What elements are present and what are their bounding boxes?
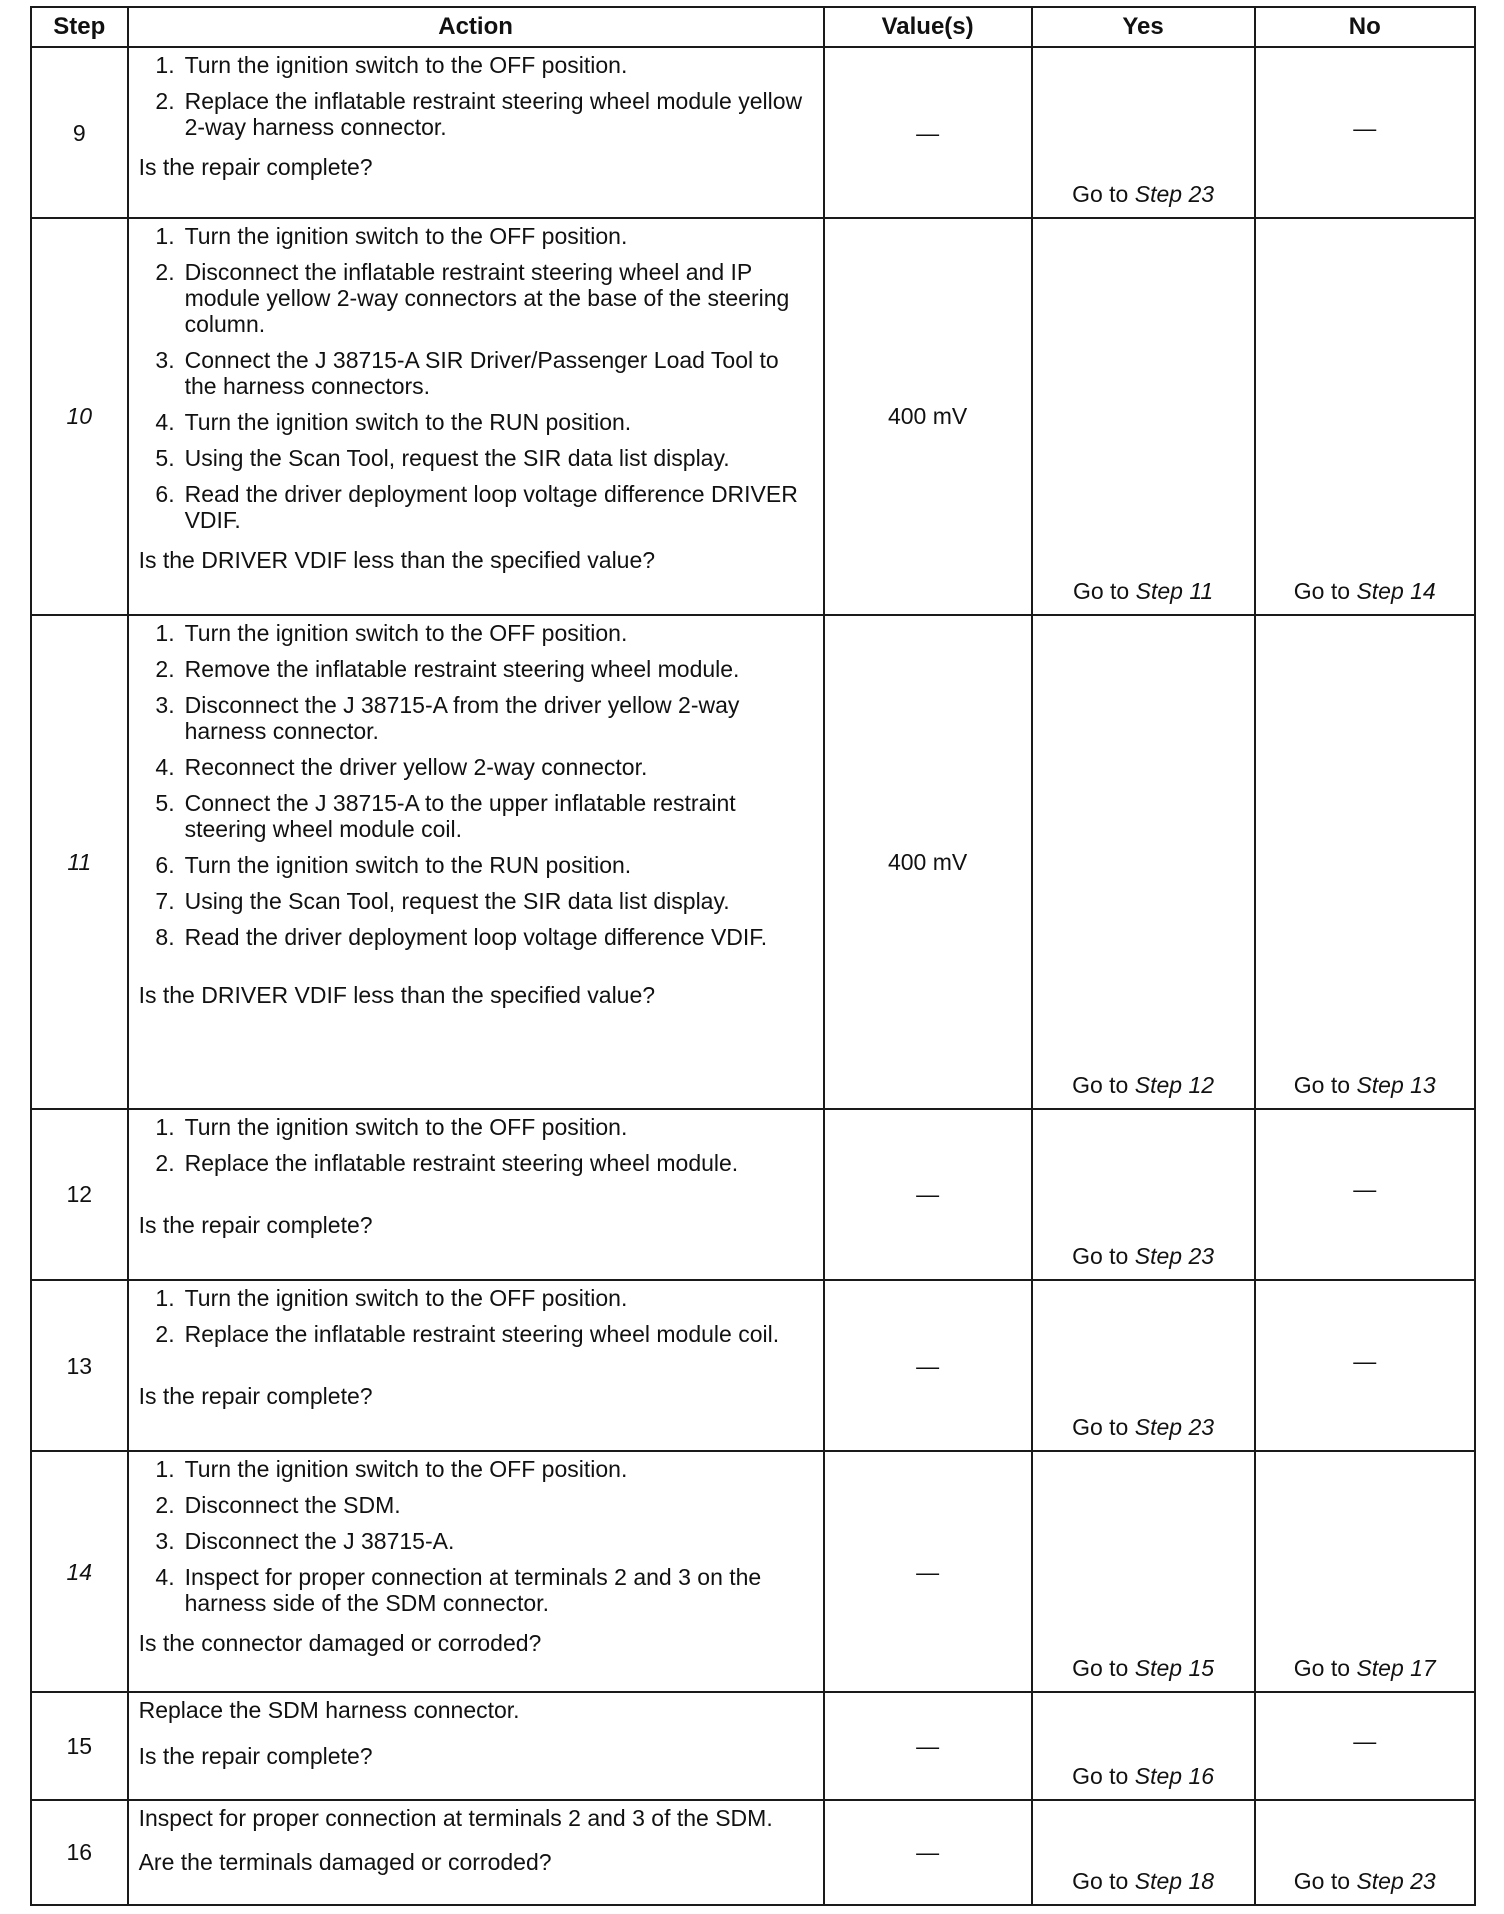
- yes-prefix: Go to: [1072, 1655, 1129, 1682]
- action-question: Is the repair complete?: [138, 1743, 373, 1770]
- action-item-text: Turn the ignition switch to the OFF position.: [184, 619, 628, 646]
- no-goto: [1294, 578, 1436, 604]
- yes-target: Step 11: [1135, 577, 1214, 604]
- yes-cell: [1032, 1692, 1255, 1800]
- yes-goto: [1072, 1072, 1214, 1098]
- action-item: [139, 620, 815, 646]
- action-item: [139, 347, 815, 399]
- action-item-number: 2.: [155, 655, 175, 682]
- spacer: [139, 1723, 815, 1739]
- action-item: [139, 223, 815, 249]
- yes-prefix: Go to: [1072, 1762, 1129, 1789]
- table-row: [31, 1451, 1475, 1692]
- value-cell: 400 mV: [824, 615, 1032, 1109]
- no-dash: —: [1353, 1176, 1377, 1203]
- value-cell: —: [824, 1800, 1032, 1905]
- action-item-text: Turn the ignition switch to the OFF position.: [184, 1284, 628, 1311]
- action-item: [139, 1285, 815, 1311]
- no-target: Step 14: [1356, 577, 1436, 604]
- action-item-text: Remove the inflatable restraint steering wheel module.: [184, 655, 740, 682]
- no-dash: —: [1353, 1347, 1377, 1374]
- action-question: Is the DRIVER VDIF less than the specified value?: [138, 981, 656, 1008]
- diagnostic-table: [30, 6, 1476, 1906]
- yes-goto: [1072, 1243, 1214, 1269]
- yes-cell: [1032, 1109, 1255, 1280]
- action-content: [138, 1456, 815, 1657]
- action-content: [139, 620, 815, 1008]
- yes-target: Step 18: [1134, 1868, 1215, 1894]
- yes-prefix: Go to: [1072, 181, 1129, 208]
- action-item-text: Reconnect the driver yellow 2-way connector.: [184, 753, 648, 780]
- value-cell: —: [824, 1109, 1032, 1280]
- action-question: Is the repair complete?: [138, 1382, 373, 1409]
- action-content: [139, 1285, 815, 1409]
- action-item: [139, 259, 815, 337]
- action-item-text: Replace the inflatable restraint steering wheel module coil.: [184, 1320, 780, 1347]
- action-item-text: Using the Scan Tool, request the SIR data list display.: [184, 445, 730, 472]
- no-target: Step 17: [1356, 1655, 1436, 1682]
- action-content: [138, 223, 815, 574]
- action-item-number: 2.: [155, 1320, 175, 1347]
- action-instruction: Replace the SDM harness connector.: [138, 1697, 520, 1724]
- spacer: [139, 960, 815, 978]
- no-dash: —: [1353, 114, 1377, 141]
- action-list: [139, 1285, 815, 1357]
- step-number: 12: [31, 1109, 128, 1280]
- yes-cell: [1032, 218, 1255, 614]
- header-yes: Yes: [1032, 7, 1255, 47]
- step-number: 14: [31, 1451, 128, 1692]
- step-number: 16: [31, 1800, 128, 1905]
- no-goto: [1294, 1072, 1436, 1098]
- action-item: [139, 790, 815, 842]
- yes-goto: [1072, 1763, 1214, 1789]
- action-item-text: Inspect for proper connection at terminals 2 and 3 on the harness side of the SDM connector.: [184, 1564, 762, 1617]
- action-item-text: Replace the inflatable restraint steering wheel module yellow 2-way harness connector.: [184, 88, 803, 140]
- yes-goto: [1072, 1655, 1214, 1681]
- action-item-text: Replace the inflatable restraint steering wheel module.: [184, 1149, 739, 1176]
- action-item-text: Disconnect the inflatable restraint steering wheel and IP module yellow 2-way connectors at the base of the steering column.: [184, 259, 790, 338]
- step-number: 9: [31, 47, 128, 218]
- yes-target: Step 16: [1134, 1762, 1215, 1789]
- action-item-text: Turn the ignition switch to the OFF position.: [184, 52, 628, 78]
- action-item-text: Disconnect the J 38715-A.: [184, 1528, 455, 1555]
- action-item-text: Turn the ignition switch to the OFF position.: [184, 1113, 628, 1140]
- action-item: [139, 1150, 815, 1176]
- action-content: [139, 1114, 815, 1238]
- action-question: Is the repair complete?: [138, 154, 373, 180]
- yes-cell: [1032, 47, 1255, 218]
- action-item-number: 5.: [155, 445, 175, 472]
- no-cell: [1255, 615, 1475, 1109]
- no-prefix: Go to: [1293, 1071, 1351, 1098]
- no-cell: [1255, 218, 1475, 614]
- value-cell: —: [824, 1692, 1032, 1800]
- action-item-number: 1.: [155, 223, 175, 250]
- action-item-number: 2.: [155, 1149, 175, 1176]
- action-item-number: 6.: [155, 851, 175, 878]
- action-item-text: Read the driver deployment loop voltage difference VDIF.: [184, 923, 768, 950]
- action-item: [139, 888, 815, 914]
- table-body: [31, 47, 1475, 1905]
- yes-target: Step 23: [1134, 181, 1215, 208]
- yes-goto: [1073, 578, 1213, 604]
- yes-target: Step 23: [1134, 1414, 1215, 1441]
- action-item-text: Connect the J 38715-A to the upper inflatable restraint steering wheel module coil.: [184, 789, 736, 842]
- table-row: [31, 1692, 1475, 1800]
- action-item: [139, 1528, 815, 1554]
- no-cell: [1255, 1692, 1475, 1800]
- table-row: [31, 1800, 1475, 1905]
- action-item: [139, 1456, 815, 1482]
- no-cell: [1255, 47, 1475, 218]
- yes-prefix: Go to: [1072, 577, 1130, 604]
- yes-target: Step 12: [1134, 1071, 1215, 1098]
- action-item-number: 2.: [155, 1492, 175, 1519]
- action-item: [139, 88, 815, 140]
- action-item-number: 1.: [155, 1284, 175, 1311]
- value-cell: —: [824, 1451, 1032, 1692]
- action-item-text: Read the driver deployment loop voltage difference DRIVER VDIF.: [184, 481, 798, 534]
- action-item: [139, 852, 815, 878]
- action-item-text: Turn the ignition switch to the OFF position.: [184, 1456, 628, 1483]
- spacer: [139, 1831, 815, 1845]
- action-question: Is the repair complete?: [138, 1211, 373, 1238]
- table-row: [31, 1109, 1475, 1280]
- action-item: [139, 1492, 815, 1518]
- action-item-number: 7.: [155, 887, 175, 914]
- action-cell: [128, 1800, 824, 1905]
- action-item-text: Using the Scan Tool, request the SIR data list display.: [184, 887, 730, 914]
- step-number: 13: [31, 1280, 128, 1451]
- action-question: Are the terminals damaged or corroded?: [138, 1848, 552, 1875]
- action-item-number: 6.: [155, 481, 175, 508]
- table-row: [31, 615, 1475, 1109]
- no-cell: [1255, 1800, 1475, 1905]
- action-item: [139, 1321, 815, 1347]
- action-cell: [128, 47, 824, 218]
- action-question: Is the DRIVER VDIF less than the specified value?: [138, 547, 656, 574]
- yes-cell: [1032, 615, 1255, 1109]
- yes-goto: [1072, 181, 1214, 207]
- action-instruction: Inspect for proper connection at terminals 2 and 3 of the SDM.: [138, 1804, 773, 1831]
- action-item-text: Turn the ignition switch to the RUN position.: [184, 851, 632, 878]
- yes-target: Step 23: [1134, 1242, 1215, 1269]
- action-item-number: 4.: [155, 409, 175, 436]
- value-cell: —: [824, 1280, 1032, 1451]
- action-item-number: 2.: [155, 88, 175, 114]
- yes-prefix: Go to: [1072, 1868, 1129, 1894]
- no-goto: [1294, 1868, 1436, 1894]
- action-item-number: 4.: [155, 1564, 175, 1591]
- action-item-number: 1.: [155, 1113, 175, 1140]
- value-cell: 400 mV: [824, 218, 1032, 614]
- no-cell: [1255, 1109, 1475, 1280]
- yes-goto: [1072, 1868, 1214, 1894]
- action-item-text: Turn the ignition switch to the OFF position.: [184, 223, 628, 250]
- no-dash: —: [1353, 1727, 1377, 1754]
- action-cell: [128, 1692, 824, 1800]
- spacer: [139, 1186, 815, 1208]
- header-step: Step: [31, 7, 128, 47]
- yes-prefix: Go to: [1072, 1071, 1129, 1098]
- action-item-number: 8.: [155, 923, 175, 950]
- yes-target: Step 15: [1134, 1655, 1215, 1682]
- action-list: [139, 1114, 815, 1186]
- action-item: [139, 692, 815, 744]
- action-item: [139, 52, 815, 78]
- yes-prefix: Go to: [1072, 1414, 1129, 1441]
- action-content: [138, 52, 815, 180]
- yes-goto: [1072, 1414, 1214, 1440]
- action-item: [139, 656, 815, 682]
- no-prefix: Go to: [1293, 1655, 1351, 1682]
- action-item-number: 3.: [155, 1528, 175, 1555]
- no-cell: [1255, 1280, 1475, 1451]
- no-target: Step 13: [1356, 1071, 1436, 1098]
- header-action: Action: [128, 7, 824, 47]
- action-cell: [128, 1109, 824, 1280]
- action-list: [139, 1456, 815, 1626]
- yes-cell: [1032, 1800, 1255, 1905]
- action-list: [139, 52, 815, 150]
- step-number: 10: [31, 218, 128, 614]
- action-item: [139, 924, 815, 950]
- yes-prefix: Go to: [1072, 1242, 1129, 1269]
- header-values: Value(s): [824, 7, 1032, 47]
- no-prefix: Go to: [1293, 577, 1351, 604]
- action-item-number: 3.: [155, 691, 175, 718]
- spacer: [139, 1357, 815, 1379]
- table-row: [31, 47, 1475, 218]
- action-item-number: 1.: [155, 619, 175, 646]
- action-cell: [128, 1280, 824, 1451]
- no-cell: [1255, 1451, 1475, 1692]
- action-cell: [128, 1451, 824, 1692]
- action-item-number: 1.: [155, 52, 175, 78]
- action-item-number: 5.: [155, 789, 175, 816]
- table-row: [31, 1280, 1475, 1451]
- action-item-number: 1.: [155, 1456, 175, 1483]
- step-number: 15: [31, 1692, 128, 1800]
- action-list: [139, 620, 815, 960]
- yes-cell: [1032, 1280, 1255, 1451]
- no-goto: [1294, 1655, 1436, 1681]
- action-item-number: 2.: [155, 259, 175, 286]
- action-cell: [128, 615, 824, 1109]
- action-item: [139, 1114, 815, 1140]
- table-row: [31, 218, 1475, 614]
- action-item: [139, 481, 815, 533]
- action-item-text: Disconnect the J 38715-A from the driver yellow 2-way harness connector.: [184, 691, 740, 744]
- action-item: [139, 1564, 815, 1616]
- action-content: [139, 1805, 815, 1875]
- action-question: Is the connector damaged or corroded?: [138, 1630, 542, 1657]
- action-list: [139, 223, 815, 543]
- header-row: [31, 7, 1475, 47]
- action-item: [139, 409, 815, 435]
- action-item-text: Connect the J 38715-A SIR Driver/Passenger Load Tool to the harness connectors.: [184, 347, 779, 400]
- header-no: No: [1255, 7, 1475, 47]
- yes-cell: [1032, 1451, 1255, 1692]
- action-cell: [128, 218, 824, 614]
- action-item-text: Disconnect the SDM.: [184, 1492, 401, 1519]
- action-item-number: 3.: [155, 347, 175, 374]
- value-cell: —: [824, 47, 1032, 218]
- no-target: Step 23: [1356, 1868, 1436, 1894]
- action-item: [139, 445, 815, 471]
- action-item: [139, 754, 815, 780]
- action-item-number: 4.: [155, 753, 175, 780]
- action-item-text: Turn the ignition switch to the RUN position.: [184, 409, 632, 436]
- action-content: [139, 1697, 815, 1769]
- step-number: 11: [31, 615, 128, 1109]
- no-prefix: Go to: [1293, 1868, 1351, 1894]
